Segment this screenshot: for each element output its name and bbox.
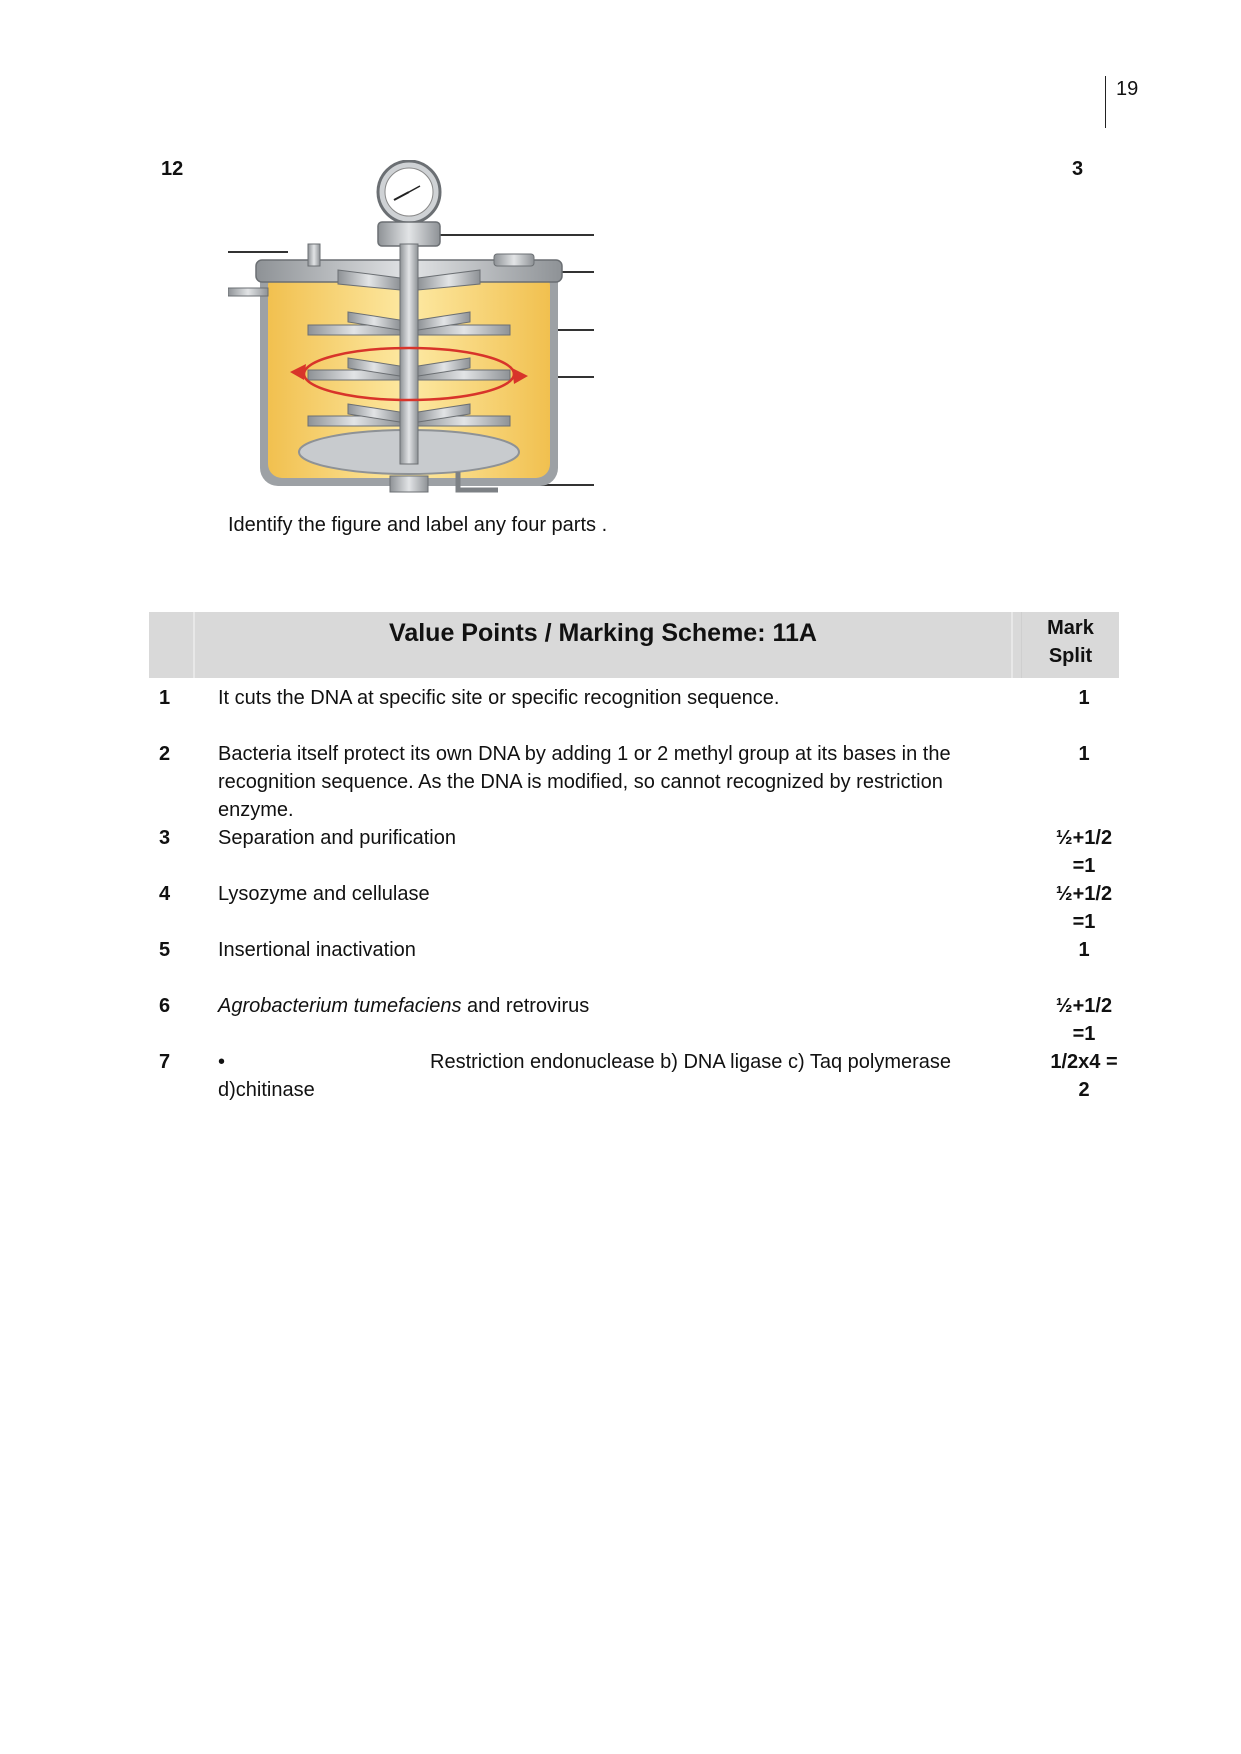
row-mark: 1 — [1078, 687, 1090, 709]
row-mark: ½+1/2 =1 — [1055, 995, 1113, 1045]
bioreactor-diagram-icon — [228, 160, 594, 512]
question-marks: 3 — [1072, 158, 1084, 180]
row-number: 4 — [159, 883, 171, 905]
row-number: 5 — [159, 939, 171, 961]
species-name: Agrobacterium tumefaciens — [218, 995, 462, 1017]
row-mark: 1 — [1078, 939, 1090, 961]
row-text: Bacteria itself protect its own DNA by adding 1 or 2 methyl group at its bases in the recognition sequence. As the DNA is modified, so cannot recognized by restriction enzyme. — [218, 743, 951, 821]
row-number: 2 — [159, 743, 171, 765]
row-text: • Restriction endonuclease b) DNA ligase c) Taq polymerase d)chitinase — [218, 1051, 952, 1101]
row-mark: 1 — [1078, 743, 1090, 765]
row-text: Agrobacterium tumefaciens and retrovirus — [218, 995, 590, 1017]
row-text: Separation and purification — [218, 827, 456, 849]
bullet: • — [218, 1051, 226, 1073]
mark-header-line: Mark — [1047, 617, 1094, 639]
header-divider — [1011, 612, 1013, 678]
row-mark: ½+1/2 =1 — [1055, 827, 1113, 877]
row-text: It cuts the DNA at specific site or specific recognition sequence. — [218, 687, 780, 709]
marking-scheme-table — [149, 612, 1119, 1101]
question-number: 12 — [161, 158, 184, 180]
scheme-title: Value Points / Marking Scheme: 11A — [389, 619, 817, 647]
mark-header-line: Split — [1048, 645, 1093, 667]
page-number-rule — [1105, 76, 1106, 128]
mark-split-header — [1022, 614, 1119, 670]
row-text: Insertional inactivation — [218, 939, 416, 961]
row-number: 3 — [159, 827, 171, 849]
row-number: 1 — [159, 687, 171, 709]
question-prompt: Identify the figure and label any four parts . — [228, 514, 608, 536]
row-mark: ½+1/2 =1 — [1055, 883, 1113, 933]
row-number: 6 — [159, 995, 171, 1017]
page-number: 19 — [1116, 78, 1139, 100]
row-mark: 1/2x4 = 2 — [1050, 1051, 1118, 1101]
row-number: 7 — [159, 1051, 171, 1073]
table-header — [149, 612, 1119, 678]
row-text: Lysozyme and cellulase — [218, 883, 430, 905]
